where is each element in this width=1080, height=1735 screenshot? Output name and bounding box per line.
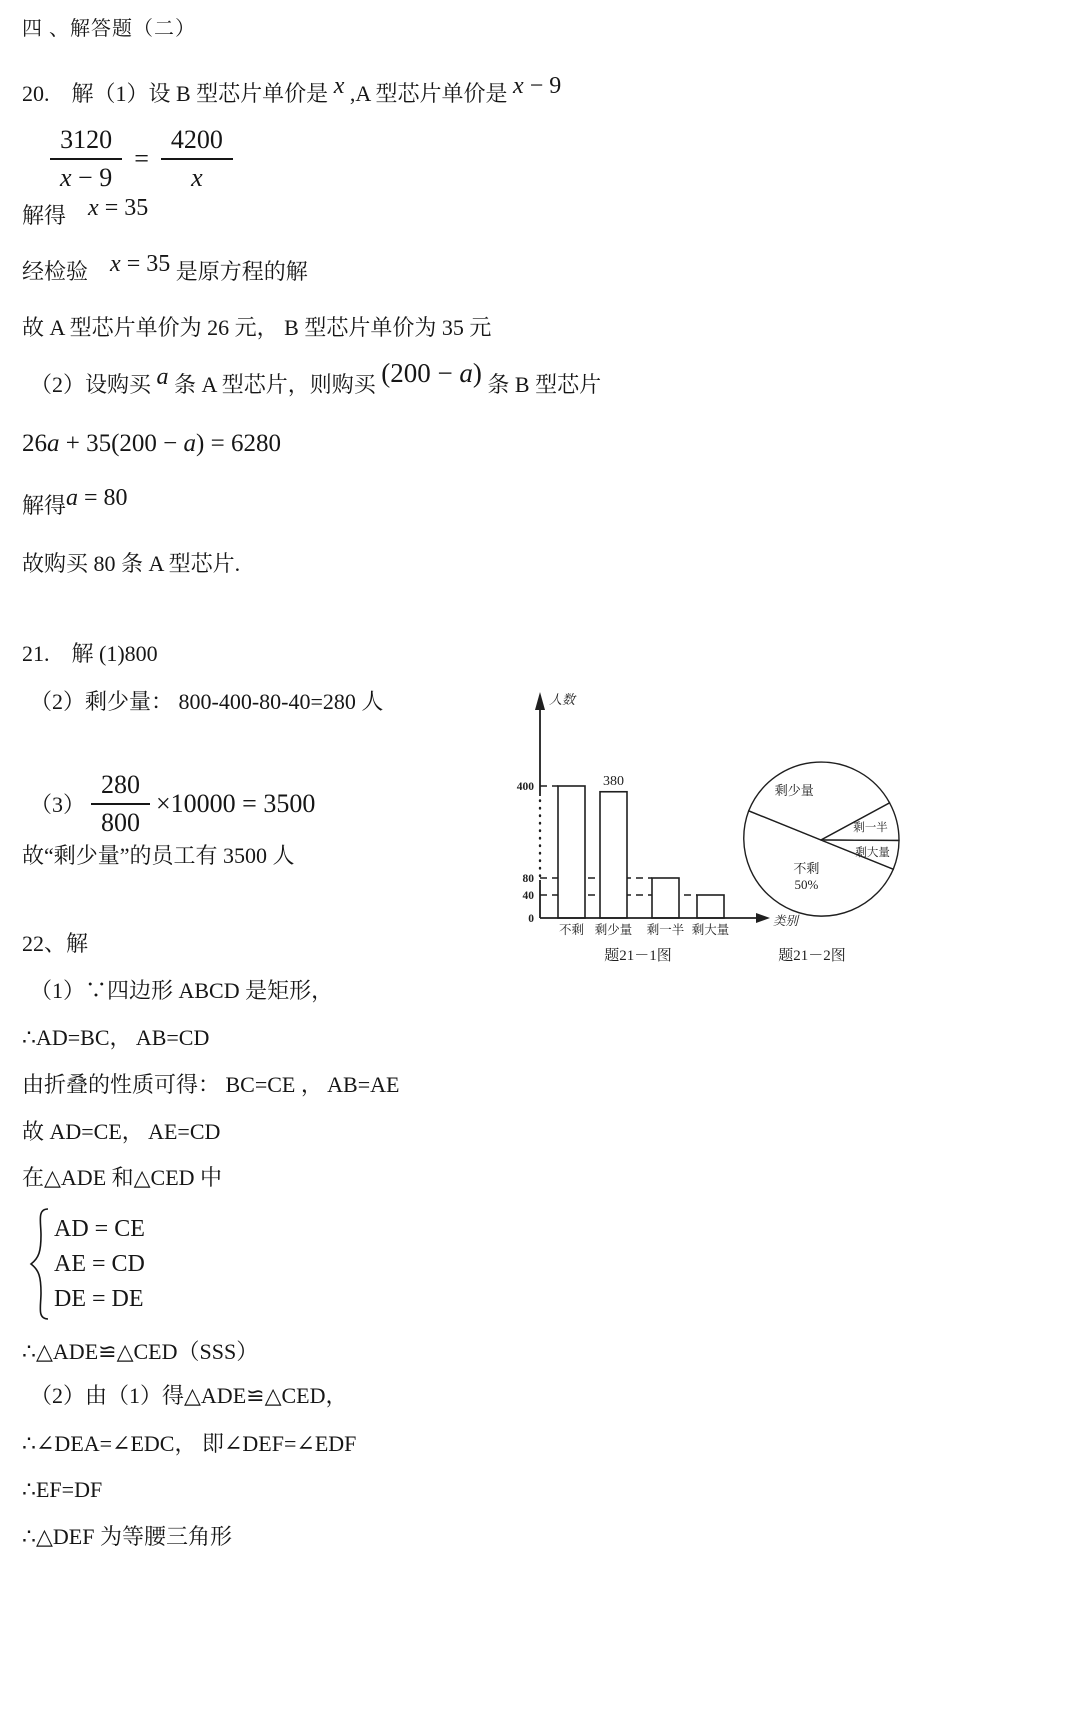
part3-fraction — [91, 769, 150, 838]
part2-var-a: a — [156, 364, 169, 390]
p22-statement-7: （2）由（1）得△ADE≌△CED， — [30, 1383, 348, 1408]
eq2-seg2: + 35(200 − — [59, 430, 184, 457]
pie-slice-label: 剩一半 — [853, 822, 888, 835]
eq2-seg3: ) = 6280 — [196, 430, 281, 457]
part3-prefix: （3） — [30, 792, 86, 817]
part3-suffix: ×10000 = 3500 — [156, 788, 316, 818]
bar-value-label: 380 — [603, 773, 624, 789]
pie-slice-pct-label: 50% — [794, 877, 819, 893]
y-tick-label: 40 — [522, 890, 534, 902]
check-var: x — [110, 251, 121, 277]
bar-chart-caption: 题21－1图 — [604, 948, 672, 964]
part2-suffix: 条 B 型芯片 — [481, 372, 602, 397]
p22-statement-1: （1）∵四边形 ABCD 是矩形， — [30, 978, 334, 1003]
part2-expr-close: ) — [472, 358, 482, 388]
part2-expr-var: a — [459, 358, 473, 388]
p21-answer2: （2）剩少量： 800-400-80-40=280 人 — [30, 689, 384, 714]
solve1-var: x — [88, 195, 99, 221]
fraction-right-numerator: 4200 — [161, 124, 233, 160]
p22-statement-6: ∴△ADE≌△CED（SSS） — [22, 1339, 259, 1364]
p20-expr-minus9: − 9 — [523, 73, 562, 99]
p22-statement-9: ∴EF=DF — [22, 1477, 103, 1502]
x-axis-arrow — [756, 913, 770, 923]
fraction-left-numerator: 3120 — [50, 124, 122, 160]
p20-setup-prefix: 20. 解（1）设 B 型芯片单价是 — [22, 81, 334, 106]
y-tick-label: 80 — [522, 873, 534, 885]
x-axis-label: 类别 — [773, 914, 799, 928]
p20-conclusion2: 故购买 80 条 A 型芯片. — [22, 551, 241, 576]
p22-statement-3: 由折叠的性质可得： BC=CE ， AB=AE — [22, 1072, 400, 1097]
bar-剩一半 — [652, 878, 679, 918]
p22-equation-system — [28, 1206, 1062, 1322]
y-tick-label: 400 — [516, 781, 534, 793]
eq2-seg: 26 — [22, 430, 47, 457]
equals-sign: = — [134, 143, 149, 173]
p20-part2-line — [30, 358, 1062, 407]
fraction-left — [50, 124, 122, 193]
system-line-1: AD = CE — [54, 1216, 145, 1242]
p20-solve1-line — [22, 195, 1062, 233]
p21-answer1: 21. 解 (1)800 — [22, 641, 158, 666]
fraction-right — [161, 124, 233, 193]
solve2-var: a — [66, 485, 79, 511]
solve2-label: 解得 — [22, 493, 67, 518]
p21-conclusion: 故“剩少量”的员工有 3500 人 — [22, 843, 295, 868]
check-value: = 35 — [120, 251, 171, 277]
p20-fraction-equation — [44, 124, 1062, 193]
system-line-3: DE = DE — [54, 1286, 144, 1312]
bar-category-label: 不剩 — [558, 923, 585, 937]
left-brace — [28, 1206, 50, 1322]
p22-statement-2: ∴AD=BC， AB=CD — [22, 1025, 210, 1050]
part2-prefix: （2）设购买 — [30, 372, 157, 397]
check-prefix: 经检验 — [22, 259, 89, 284]
p20-conclusion1: 故 A 型芯片单价为 26 元， B 型芯片单价为 35 元 — [22, 315, 492, 340]
solve2-value: = 80 — [78, 485, 128, 511]
eq2-var-a: a — [47, 430, 60, 457]
pie-chart-caption: 题21－2图 — [778, 948, 846, 964]
bar-category-label: 剩少量 — [594, 923, 633, 937]
part3-denominator: 800 — [101, 808, 141, 837]
charts-figure — [440, 664, 1000, 976]
part2-expr-open: (200 − — [381, 358, 460, 388]
part3-numerator: 280 — [91, 769, 150, 805]
p22-statement-5: 在△ADE 和△CED 中 — [22, 1165, 223, 1190]
p20-solve2-line — [22, 485, 1062, 523]
p22-statement-8: ∴∠DEA=∠EDC， 即∠DEF=∠EDF — [22, 1431, 357, 1456]
bar-category-label: 剩大量 — [691, 923, 730, 937]
bar-不剩 — [558, 786, 585, 918]
bar-category-label: 剩一半 — [646, 923, 685, 937]
part2-mid: 条 A 型芯片，则购买 — [168, 372, 382, 397]
bar-剩大量 — [697, 895, 724, 918]
y-axis-label: 人数 — [549, 692, 576, 707]
p20-equation2 — [22, 427, 1062, 461]
y-axis-arrow — [535, 692, 545, 710]
system-line-2: AE = CD — [54, 1251, 145, 1277]
fraction-right-den-var: x — [191, 163, 203, 192]
problem21-figures — [440, 664, 1000, 976]
pie-slice-label: 不剩 — [793, 861, 820, 877]
p20-setup-mid: ,A 型芯片单价是 — [344, 81, 514, 106]
p20-setup-line — [22, 74, 1062, 114]
p20-expr-x: x — [513, 73, 524, 99]
p22-head: 22、解 — [22, 931, 89, 956]
check-suffix: 是原方程的解 — [170, 259, 308, 284]
pie-slice-label: 剩少量 — [774, 782, 814, 798]
bar-剩少量 — [600, 792, 627, 918]
fraction-left-den-var: x — [60, 163, 72, 192]
p22-statement-10: ∴△DEF 为等腰三角形 — [22, 1524, 232, 1549]
fraction-left-den-rest: − 9 — [71, 163, 113, 192]
solve-label: 解得 — [22, 203, 67, 228]
eq2-var-a2: a — [183, 430, 197, 457]
pie-slice-label: 剩大量 — [855, 846, 890, 859]
p20-check-line — [22, 251, 1062, 289]
section-title: 四 、解答题（二） — [22, 18, 196, 40]
p20-var-x: x — [333, 73, 345, 99]
p22-statement-4: 故 AD=CE， AE=CD — [22, 1119, 221, 1144]
y-tick-label: 0 — [528, 913, 534, 925]
solve1-value: = 35 — [98, 195, 149, 221]
